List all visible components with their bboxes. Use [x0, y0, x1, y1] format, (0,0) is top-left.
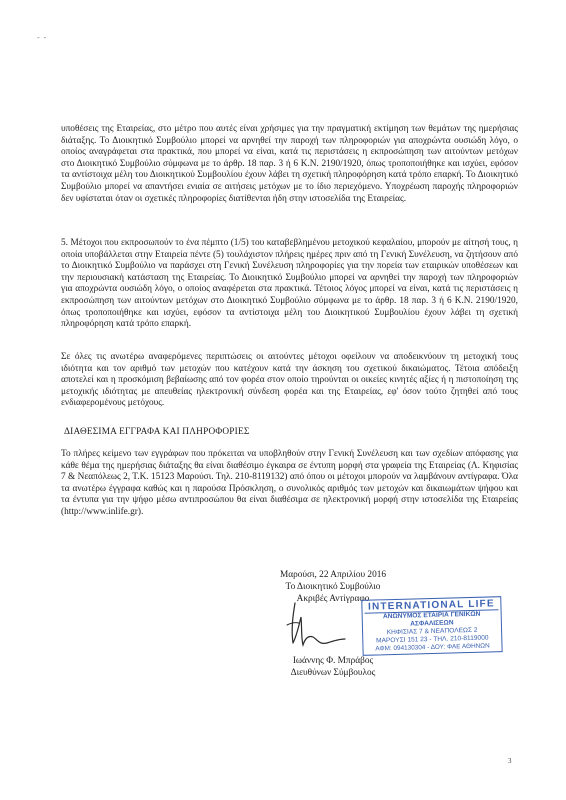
- handwritten-signature: [283, 595, 353, 655]
- corner-mark: - -: [37, 33, 48, 42]
- stamp-company-name: INTERNATIONAL LIFE: [367, 598, 495, 613]
- paragraph-text: υποθέσεις της Εταιρείας, στο μέτρο που αυτές είναι χρήσιμες για την πραγματική εκτίμηση των θεμάτων της ημερήσιας διάταξης. Το Διοικητικό Συμβούλιο μπορεί να αρνηθεί την παροχή των πληροφοριών για αποχρώντα ουσιώδη λόγο, ο οποίος αναγράφεται στα πρακτικά, που μπορεί να είναι, κατά τις περιστάσεις η εκπροσώπηση των αιτούντων μετόχων στο Διοικητικό Συμβούλιο σύμφωνα με το άρθρ. 18 παρ. 3 ή 6 Κ.Ν. 2190/1920, όπως τροποποιήθηκε και ισχύει, εφόσον τα αντίστοιχα μέλη του Διοικητικού Συμβουλίου έχουν λάβει τη σχετική πληροφόρηση κατά τρόπο επαρκή. Το Διοικητικό Συμβούλιο μπορεί να απαντήσει ενιαία σε αιτήσεις μετόχων με το ίδιο περιεχόμενο. Υποχρέωση παροχής πληροφοριών δεν υφίσταται όταν οι σχετικές πληροφορίες διατίθενται ήδη στην ιστοσελίδα της Εταιρείας.: [61, 124, 518, 204]
- paragraph-text: Το πλήρες κείμενο των εγγράφων που πρόκειται να υποβληθούν στην Γενική Συνέλευση και των σχεδίων απόφασης για κάθε θέμα της ημερήσιας διάταξης θα είναι διαθέσιμο έγκαιρα σε έντυπη μορφή στα γραφεία της Εταιρείας (Λ. Κηφισίας 7 & Νεαπόλεως 2, Τ.Κ. 15123 Μαρούσι. Τηλ. 210-8119132) από όπου οι μέτοχοι μπορούν να λαμβάνουν αντίγραφα. Όλα τα ανωτέρω έγγραφα καθώς και η παρούσα Πρόσκληση, ο συνολικός αριθμός των μετοχών και δικαιωμάτων ψήφου και τα έντυπα για την ψήφο μέσω αντιπροσώπου θα είναι διαθέσιμα σε ηλεκτρονική μορφή στην ιστοσελίδα της Εταιρείας (http://www.inlife.gr).: [61, 449, 518, 517]
- paragraph-available-documents: [61, 449, 518, 519]
- section-heading: ΔΙΑΘΕΣΙΜΑ ΕΓΓΡΑΦΑ ΚΑΙ ΠΛΗΡΟΦΟΡΙΕΣ: [64, 427, 250, 437]
- signatory-title: Διευθύνων Σύμβουλος: [290, 668, 376, 678]
- stamp-address: ΚΗΦΙΣΙΑΣ 7 & ΝΕΑΠΟΛΕΩΣ 2: [386, 626, 478, 637]
- signatory-name: Ιωάννης Φ. Μπράβος: [292, 656, 374, 666]
- paragraph-shareholder-request: [61, 238, 518, 331]
- stamp-frame: [361, 596, 502, 656]
- true-copy-label: Ακριβές Αντίγραφο: [296, 594, 370, 604]
- signatory: [253, 655, 413, 679]
- paragraph-text: Σε όλες τις ανωτέρω αναφερόμενες περιπτώσεις οι αιτούντες μέτοχοι οφείλουν να αποδεικνύουν τη μετοχική τους ιδιότητα και τον αριθμό των μετοχών που κατέχουν κατά την άσκηση του σχετικού δικαιώματος. Τέτοια απόδειξη αποτελεί και η προσκόμιση βεβαίωσης από τον φορέα στον οποίο τηρούνται οι οικείες κινητές αξίες ή η πιστοποίηση της μετοχικής ιδιότητας με απευθείας ηλεκτρονική σύνδεση φορέα και της Εταιρείας, εφ' όσον τούτο ζητηθεί από τους ενδιαφερομένους μετόχους.: [61, 352, 518, 409]
- place-date: Μαρούσι, 22 Απριλίου 2016: [279, 570, 387, 580]
- stamp-company-type: ΑΝΩΝΥΜΟΣ ΕΤΑΙΡΙΑ ΓΕΝΙΚΩΝ ΑΣΦΑΛΙΣΕΩΝ: [365, 609, 499, 630]
- paragraph-information-refusal: [61, 124, 518, 205]
- board-of-directors: Το Διοικητικό Συμβούλιο: [285, 582, 381, 592]
- stamp-city-phone: ΜΑΡΟΥΣΙ 151 23 - ΤΗΛ. 210-8119000: [375, 634, 489, 645]
- paragraph-text: 5. Μέτοχοι που εκπροσωπούν το ένα πέμπτο (1/5) του καταβεβλημένου μετοχικού κεφαλαίου, μπορούν με αίτησή τους, η οποία υποβάλλεται στην Εταιρεία πέντε (5) τουλάχιστον πλήρεις ημέρες πριν από τη Γενική Συνέλευση, να ζητήσουν από το Διοικητικό Συμβούλιο να παράσχει στη Γενική Συνέλευση πληροφορίες για την πορεία των εταιρικών υποθέσεων και την περιουσιακή κατάσταση της Εταιρείας. Το Διοικητικό Συμβούλιο μπορεί να αρνηθεί την παροχή των πληροφοριών για αποχρώντα ουσιώδη λόγο, ο οποίος αναφέρεται στα πρακτικά. Τέτοιος λόγος μπορεί να είναι, κατά τις περιστάσεις η εκπροσώπηση των αιτούντων μετόχων στο Διοικητικό Συμβούλιο σύμφωνα με το άρθρ. 18 παρ. 3 ή 6 Κ.Ν. 2190/1920, όπως τροποποιήθηκε και ισχύει, εφόσον τα αντίστοιχα μέλη του Διοικητικού Συμβουλίου έχουν λάβει τη σχετική πληροφόρηση κατά τρόπο επαρκή.: [61, 238, 518, 330]
- stamp-tax-id: ΑΦΜ: 094130304 - ΔΟΥ: ΦΑΕ ΑΘΗΝΩΝ: [375, 642, 490, 653]
- paragraph-proof-of-status: [61, 352, 518, 410]
- company-stamp: [361, 596, 503, 660]
- page-number: 3: [508, 757, 512, 765]
